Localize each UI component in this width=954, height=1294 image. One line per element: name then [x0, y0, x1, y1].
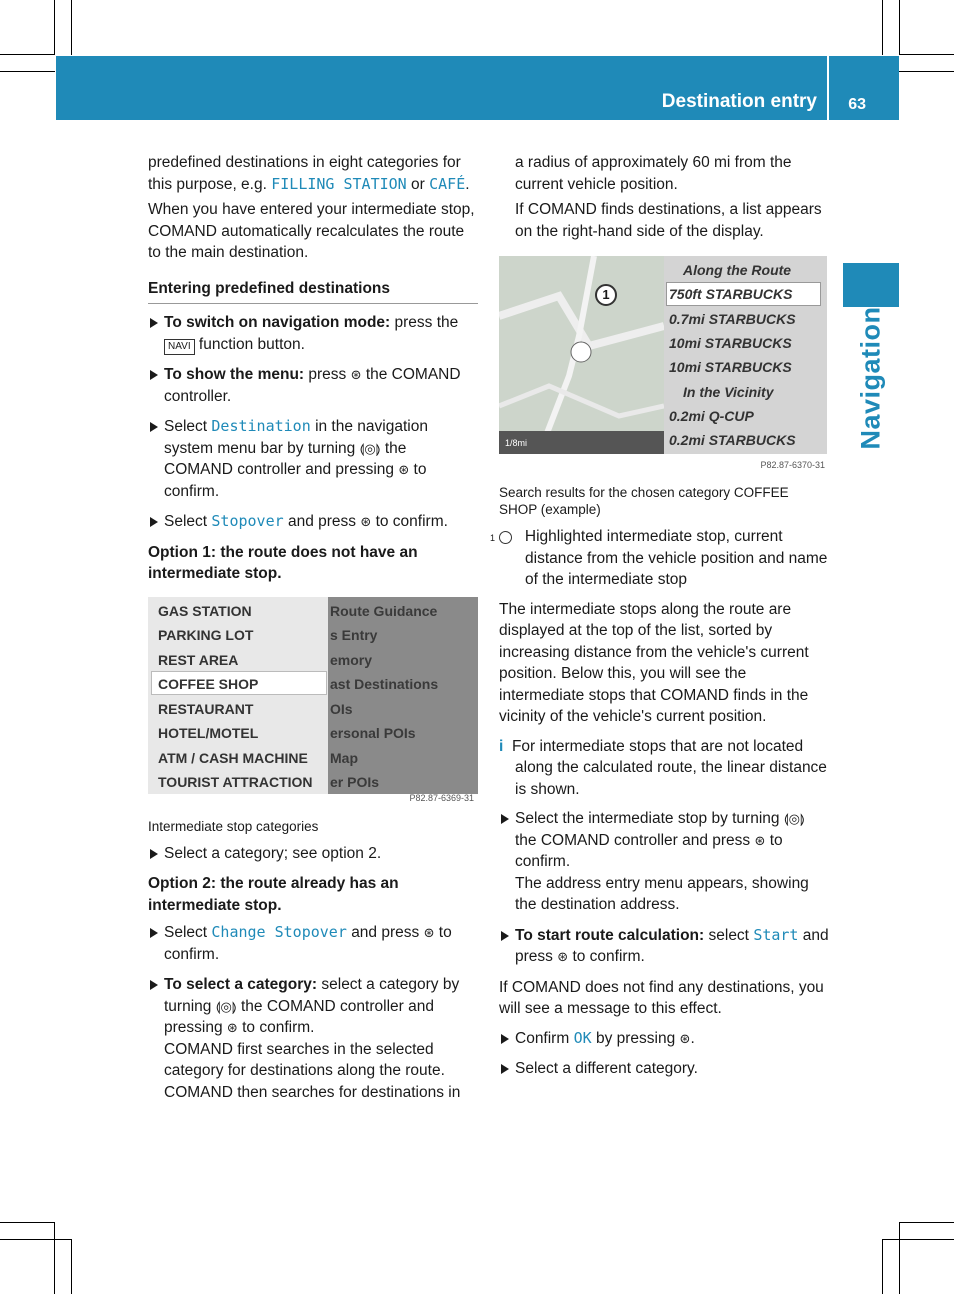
instruction-step: Select Stopover and press ⊛ to confirm.	[148, 511, 478, 533]
right-column	[489, 152, 829, 1089]
destination-item: 10mi STARBUCKS	[669, 334, 792, 351]
instruction-step: Select Change Stopover and press ⊛ to confirm.	[148, 922, 478, 965]
crop-mark	[899, 0, 900, 55]
navigation-map	[499, 256, 664, 454]
press-controller-icon: ⊛	[226, 1020, 238, 1035]
subheading: Entering predefined destinations	[148, 278, 478, 305]
paragraph: a radius of approximately 60 mi from the current vehicle position.	[515, 154, 792, 193]
menu-background-item: er POIs	[330, 774, 380, 790]
menu-background-item: OIs	[330, 700, 353, 717]
crop-mark	[899, 54, 954, 55]
crop-mark	[71, 0, 72, 55]
figure-code: P82.87-6369-31	[409, 793, 474, 803]
paragraph: The intermediate stops along the route are displayed at the top of the list, sorted by increasing distance from the vehicle's current position. Below this, you will see the intermediate stops that COMAND finds in the vicinity of the vehicle's current position.	[499, 600, 809, 725]
section-title: Destination entry	[661, 91, 817, 112]
turn-controller-icon: ⟬◎⟭	[215, 998, 237, 1014]
menu-background-item: Map	[330, 749, 358, 766]
chapter-label: Navigation	[855, 306, 886, 450]
crop-mark	[899, 71, 954, 72]
crop-mark	[0, 71, 55, 72]
crop-mark	[54, 1222, 55, 1294]
figure-caption: Intermediate stop categories	[148, 818, 319, 834]
menu-item-code: Change Stopover	[211, 923, 347, 941]
category-item: HOTEL/MOTEL	[158, 725, 259, 741]
callout-marker: 1	[595, 284, 617, 306]
turn-controller-icon: ⟬◎⟭	[359, 440, 381, 456]
crop-mark	[54, 0, 55, 55]
menu-item-code: CAFÉ	[429, 174, 466, 193]
info-note: i For intermediate stops that are not located along the calculated route, the linear distance is shown.	[499, 737, 827, 798]
press-controller-icon: ⊛	[350, 367, 362, 382]
crop-mark	[882, 1239, 883, 1294]
destination-item: 10mi STARBUCKS	[669, 359, 792, 376]
press-controller-icon: ⊛	[423, 925, 435, 940]
map-graphic	[499, 256, 664, 454]
category-item: ATM / CASH MACHINE	[158, 749, 308, 766]
left-column	[148, 152, 478, 1112]
crop-mark	[882, 0, 883, 55]
menu-item-code: FILLING STATION	[271, 174, 407, 193]
paragraph: predefined destinations in eight categories for this purpose, e.g. FILLING STATION or CAFÉ.	[148, 154, 470, 193]
category-item: RESTAURANT	[158, 700, 254, 717]
instruction-step: To switch on navigation mode: press the NAVI function button.	[148, 312, 478, 355]
crop-mark	[0, 1239, 72, 1240]
option-heading: Option 2: the route already has an intermediate stop.	[148, 875, 399, 914]
destination-item: 0.7mi STARBUCKS	[669, 310, 796, 327]
figure-caption: Search results for the chosen category COFFEE SHOP (example)	[499, 485, 789, 517]
instruction-step: Select Destination in the navigation system menu bar by turning ⟬◎⟭ the COMAND controller and pressing ⊛ to confirm.	[148, 416, 478, 502]
destination-item: In the Vicinity	[683, 383, 774, 400]
menu-item-code: OK	[573, 1028, 592, 1047]
turn-controller-icon: ⟬◎⟭	[783, 811, 805, 826]
category-item: REST AREA	[158, 651, 239, 668]
instruction-step: Confirm OK by pressing ⊛.	[499, 1028, 829, 1050]
instruction-step: Select a different category.	[499, 1058, 829, 1080]
paragraph: When you have entered your intermediate stop, COMAND automatically recalculates the route to the main destination.	[148, 201, 475, 261]
press-controller-icon: ⊛	[679, 1030, 691, 1046]
figure-search-results	[499, 256, 829, 478]
destination-item: 750ft STARBUCKS	[669, 286, 793, 303]
category-item: TOURIST ATTRACTION	[158, 774, 313, 790]
paragraph: If COMAND does not find any destinations, you will see a message to this effect.	[499, 978, 824, 1017]
map-scale: 1/8mi	[505, 438, 528, 448]
menu-background-item: ersonal POIs	[330, 725, 416, 741]
figure-code: P82.87-6370-31	[760, 459, 825, 470]
press-controller-icon: ⊛	[360, 514, 372, 529]
chapter-tab	[843, 263, 899, 307]
instruction-step: To show the menu: press ⊛ the COMAND controller.	[148, 364, 478, 407]
category-item: GAS STATION	[158, 602, 252, 619]
crop-mark	[882, 1239, 954, 1240]
legend-number: 1	[499, 531, 512, 544]
destination-item: 0.2mi Q-CUP	[669, 407, 754, 424]
instruction-step: Select a category; see option 2.	[148, 843, 478, 865]
menu-item-code: Stopover	[211, 512, 284, 530]
menu-background-item: ast Destinations	[330, 676, 439, 692]
crop-mark	[0, 1222, 55, 1223]
paragraph: If COMAND finds destinations, a list appears on the right-hand side of the display.	[515, 201, 822, 240]
info-icon: i	[499, 737, 504, 755]
category-item: COFFEE SHOP	[158, 676, 259, 692]
destination-item: Along the Route	[683, 262, 792, 278]
menu-item-code: Start	[753, 925, 799, 944]
press-controller-icon: ⊛	[398, 462, 410, 477]
header-divider	[827, 56, 829, 120]
instruction-step: Select the intermediate stop by turning ⟬◎⟭ the COMAND controller and press ⊛ to confirm. The address entry menu appears, showing the destination address.	[499, 808, 829, 916]
crop-mark	[899, 1222, 900, 1294]
destination-item: 0.2mi STARBUCKS	[669, 432, 796, 449]
menu-background-item: emory	[330, 651, 373, 668]
press-controller-icon: ⊛	[557, 949, 569, 964]
crop-mark	[0, 54, 55, 55]
instruction-step: To start route calculation: select Start and press ⊛ to confirm.	[499, 925, 829, 968]
legend-item: 1 Highlighted intermediate stop, current distance from the vehicle position and name of the intermediate stop	[489, 528, 828, 588]
crop-mark	[899, 1222, 954, 1223]
page-number: 63	[848, 96, 866, 113]
page-header	[56, 56, 899, 120]
instruction-step: To select a category: select a category by turning ⟬◎⟭ the COMAND controller and pressing ⊛ to confirm. COMAND first searches in the selected category for destinations along the route. COMAND then searches for destinations in	[148, 974, 478, 1103]
crop-mark	[71, 1239, 72, 1294]
figure-stop-categories	[148, 597, 478, 812]
option-heading: Option 1: the route does not have an intermediate stop.	[148, 543, 418, 582]
navi-key-icon: NAVI	[164, 339, 195, 355]
menu-background-item: s Entry	[330, 627, 378, 643]
press-controller-icon: ⊛	[754, 832, 766, 848]
category-item: PARKING LOT	[158, 627, 254, 643]
menu-item-code: Destination	[211, 417, 311, 435]
menu-background-item: Route Guidance	[330, 602, 438, 619]
